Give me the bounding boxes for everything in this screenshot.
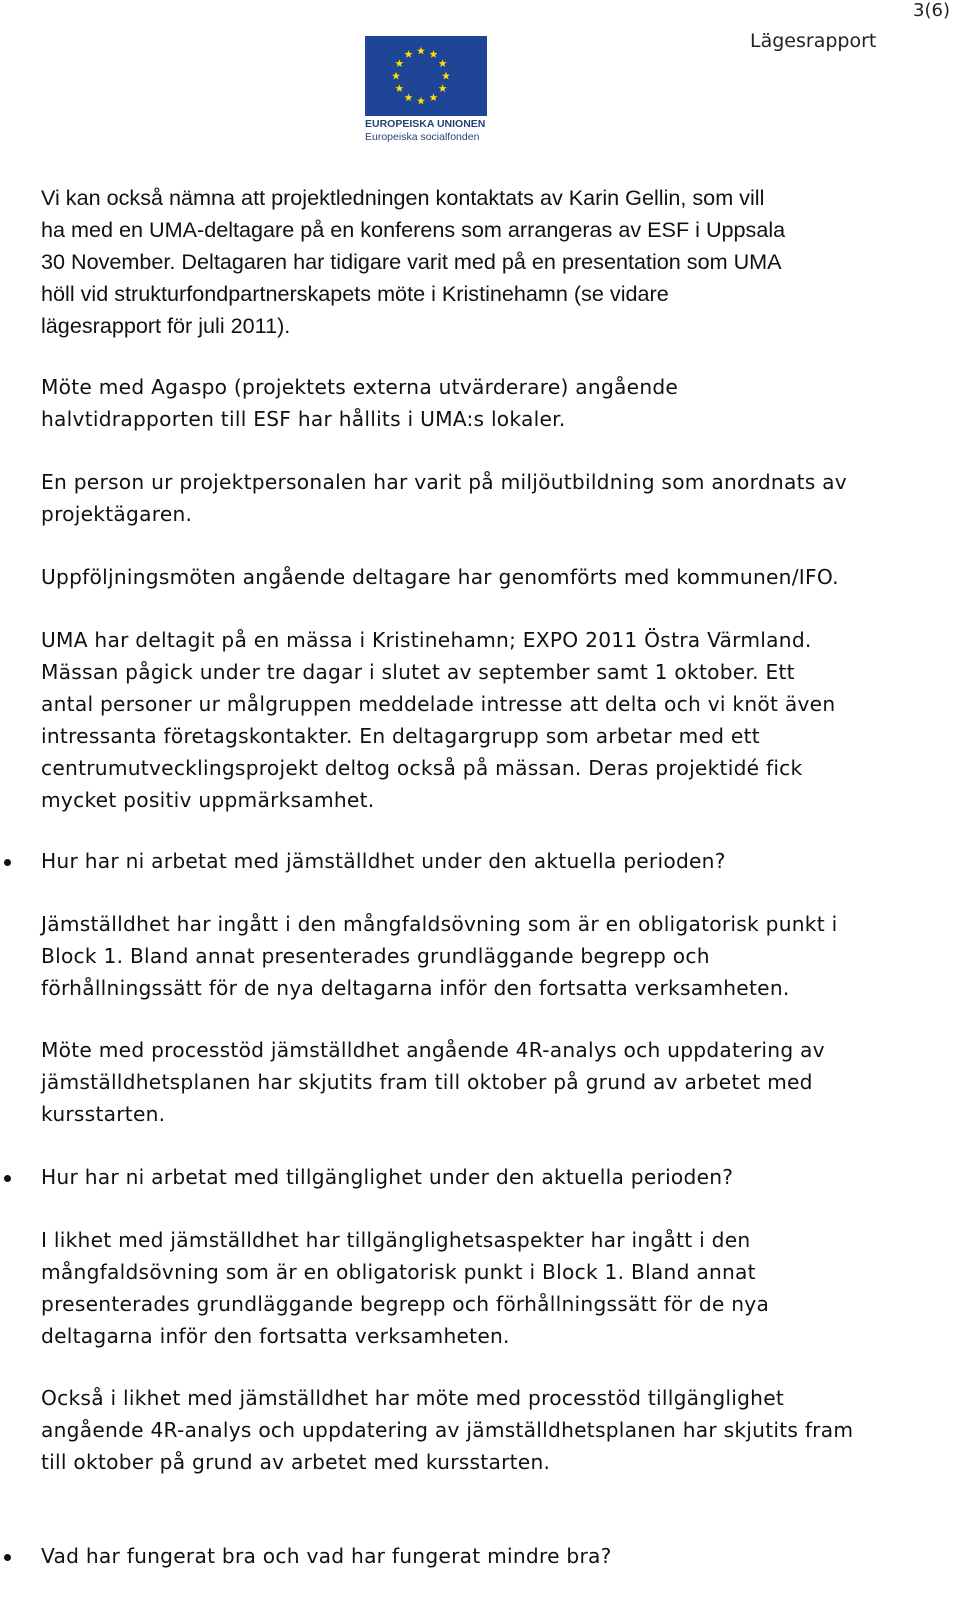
bullet-question-accessibility: Hur har ni arbetat med tillgänglighet under den aktuella perioden? [41, 1165, 734, 1189]
document-title: Lägesrapport [750, 30, 877, 52]
paragraph-agaspo-meeting: Möte med Agaspo (projektets externa utvärderare) angående halvtidrapporten till ESF har hållits i UMA:s lokaler. [41, 375, 679, 431]
paragraph-expo-fair: UMA har deltagit på en mässa i Kristinehamn; EXPO 2011 Östra Värmland. Mässan pågick under tre dagar i slutet av september samt 1 oktober. Ett antal personer ur målgruppen meddelade intresse att delta och vi knöt även intressanta företagskontakter. En deltagargrupp som arbetar med ett centrumutvecklingsprojekt deltog också på mässan. Deras projektidé fick mycket positiv uppmärksamhet. [41, 628, 836, 812]
paragraph-accessibility-diversity: I likhet med jämställdhet har tillgänglighetsaspekter har ingått i den mångfaldsövning som är en obligatorisk punkt i Block 1. Bland annat presenterades grundläggande begrepp och förhållningssätt för de nya deltagarna inför den fortsatta verksamheten. [41, 1228, 770, 1348]
paragraph-accessibility-plan: Också i likhet med jämställdhet har möte med processtöd tillgänglighet angående 4R-analys och uppdatering av jämställdhetsplanen har skjutits fram till oktober på grund av arbetet med kursstarten. [41, 1386, 854, 1474]
bullet-dot [4, 859, 11, 866]
paragraph-gender-equality-plan: Möte med processtöd jämställdhet angående 4R-analys och uppdatering av jämställdhetsplanen har skjutits fram till oktober på grund av arbetet med kursstarten. [41, 1038, 825, 1126]
paragraph-gender-equality-diversity: Jämställdhet har ingått i den mångfaldsövning som är en obligatorisk punkt i Block 1. Bland annat presenterades grundläggande begrepp och förhållningssätt för de nya deltagarna inför den fortsatta verksamheten. [41, 912, 838, 1000]
page-number: 3(6) [913, 0, 950, 21]
bullet-dot [4, 1175, 11, 1182]
bullet-dot [4, 1554, 11, 1561]
paragraph-esf-conference: Vi kan också nämna att projektledningen kontaktats av Karin Gellin, som vill ha med en UMA-deltagare på en konferens som arrangeras av ESF i Uppsala 30 November. Deltagaren har tidigare varit med på en presentation som UMA höll vid strukturfondpartnerskapets möte i Kristinehamn (se vidare lägesrapport för juli 2011). [41, 185, 786, 338]
eu-flag-logo [365, 36, 487, 142]
bullet-question-gender-equality: Hur har ni arbetat med jämställdhet under den aktuella perioden? [41, 849, 726, 873]
logo-line1: EUROPEISKA UNIONEN [365, 118, 486, 130]
paragraph-environmental-training: En person ur projektpersonalen har varit på miljöutbildning som anordnats av projektägaren. [41, 470, 847, 526]
logo-line2: Europeiska socialfonden [365, 131, 480, 142]
paragraph-follow-up-meetings: Uppföljningsmöten angående deltagare har genomförts med kommunen/IFO. [41, 565, 839, 589]
bullet-question-what-worked: Vad har fungerat bra och vad har fungerat mindre bra? [41, 1544, 612, 1568]
